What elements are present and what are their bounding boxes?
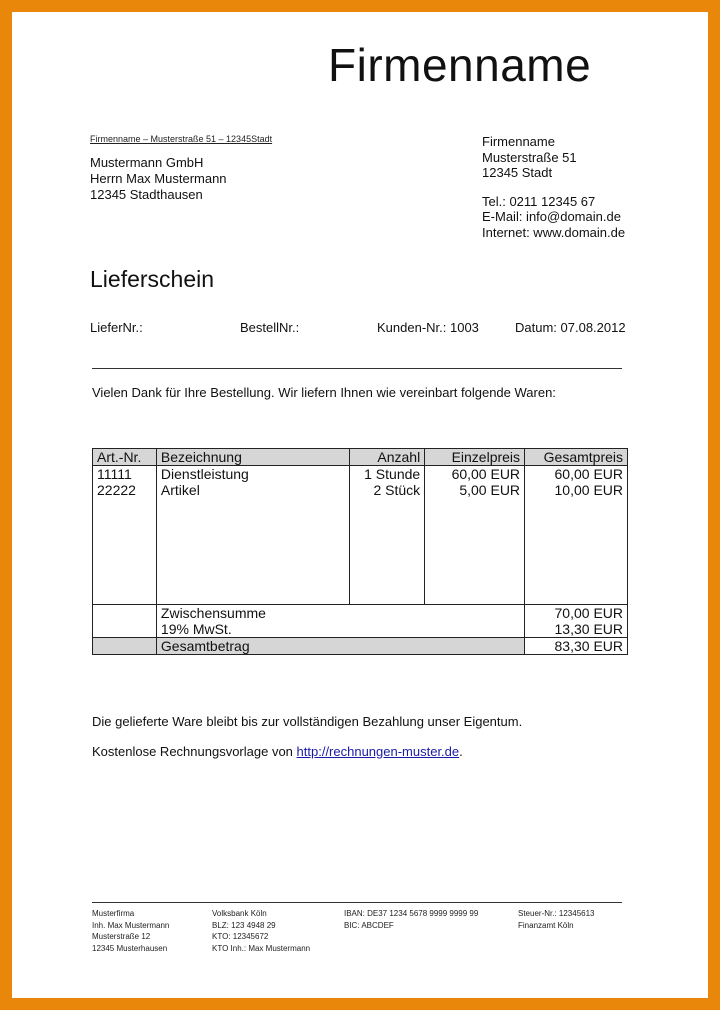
company-contact-block — [482, 134, 625, 240]
cell-gesamtpreis: 10,00 EUR — [525, 482, 628, 498]
intro-text: Vielen Dank für Ihre Bestellung. Wir liefern Ihnen wie vereinbart folgende Waren: — [92, 385, 556, 400]
cell-anzahl: 1 Stunde — [350, 466, 425, 483]
footer-line: 12345 Musterhausen — [92, 943, 168, 953]
recipient-line: Mustermann GmbH — [90, 155, 204, 170]
divider — [92, 368, 622, 369]
footer-line: Musterfirma — [92, 909, 135, 918]
header-art-nr: Art.-Nr. — [93, 449, 157, 466]
items-table — [92, 448, 628, 655]
document-title: Lieferschein — [90, 266, 215, 292]
cell-gesamtpreis: 60,00 EUR — [525, 466, 628, 483]
ownership-note: Die gelieferte Ware bleibt bis zur vollständigen Bezahlung unser Eigentum. — [92, 714, 523, 729]
subtotal-row — [93, 605, 628, 622]
template-link[interactable]: http://rechnungen-muster.de — [296, 744, 460, 759]
recipient-line: 12345 Stadthausen — [90, 187, 203, 202]
company-info-city: 12345 Stadt — [482, 165, 553, 180]
table-row — [93, 466, 628, 483]
footer-divider — [92, 902, 622, 903]
cell-bezeichnung: Dienstleistung — [156, 466, 349, 483]
datum-label: Datum: 07.08.2012 — [515, 320, 626, 335]
footer-line: KTO Inh.: Max Mustermann — [212, 943, 311, 953]
subtotal-label: Zwischensumme — [156, 605, 524, 622]
company-info-internet: Internet: www.domain.de — [482, 224, 626, 240]
total-label: Gesamtbetrag — [156, 638, 524, 655]
company-info-name: Firmenname — [482, 134, 555, 149]
footer-line: Musterstraße 12 — [92, 932, 151, 941]
cell-einzelpreis: 60,00 EUR — [425, 466, 525, 483]
table-header-row — [93, 449, 628, 466]
total-value: 83,30 EUR — [525, 638, 628, 655]
tax-value: 13,30 EUR — [525, 621, 628, 638]
document-page — [12, 12, 708, 998]
footer-line: KTO: 12345672 — [212, 932, 269, 941]
cell-anzahl: 2 Stück — [350, 482, 425, 498]
subtotal-value: 70,00 EUR — [525, 605, 628, 622]
cell-einzelpreis: 5,00 EUR — [425, 482, 525, 498]
footer-line: Steuer-Nr.: 12345613 — [518, 909, 595, 918]
bestell-nr-label: BestellNr.: — [240, 320, 300, 335]
footer-line: Inh. Max Mustermann — [92, 920, 170, 930]
recipient-address — [90, 155, 227, 203]
recipient-line: Herrn Max Mustermann — [90, 171, 227, 186]
tax-row — [93, 621, 628, 638]
footer-line: Finanzamt Köln — [518, 920, 574, 930]
template-credit-text: Kostenlose Rechnungsvorlage von — [92, 744, 297, 759]
company-info-email: E-Mail: info@domain.de — [482, 209, 621, 224]
footer-line: BIC: ABCDEF — [344, 920, 394, 930]
sender-return-line: Firmenname – Musterstraße 51 – 12345Stadt — [90, 134, 273, 144]
cell-art-nr: 22222 — [93, 482, 157, 498]
template-credit — [92, 744, 463, 759]
cell-art-nr: 11111 — [93, 466, 157, 483]
template-credit-suffix: . — [459, 744, 463, 759]
company-info-tel: Tel.: 0211 12345 67 — [482, 193, 596, 209]
table-empty-space — [93, 498, 628, 605]
header-gesamtpreis: Gesamtpreis — [525, 449, 628, 466]
liefer-nr-label: LieferNr.: — [90, 320, 143, 335]
footer-bank — [212, 908, 310, 954]
footer-company — [92, 908, 169, 954]
company-name-heading: Firmenname — [328, 39, 592, 91]
total-row — [93, 638, 628, 655]
footer-line: Volksbank Köln — [212, 909, 267, 918]
footer-line: IBAN: DE37 1234 5678 9999 9999 99 — [344, 909, 479, 918]
header-anzahl: Anzahl — [350, 449, 425, 466]
header-einzelpreis: Einzelpreis — [425, 449, 525, 466]
tax-label: 19% MwSt. — [156, 621, 524, 638]
header-bezeichnung: Bezeichnung — [156, 449, 349, 466]
footer-iban — [344, 908, 478, 931]
footer-line: BLZ: 123 4948 29 — [212, 920, 276, 930]
cell-bezeichnung: Artikel — [156, 482, 349, 498]
kunden-nr-label: Kunden-Nr.: 1003 — [377, 320, 479, 335]
footer-tax — [518, 908, 595, 931]
table-row — [93, 482, 628, 498]
company-info-street: Musterstraße 51 — [482, 149, 577, 165]
